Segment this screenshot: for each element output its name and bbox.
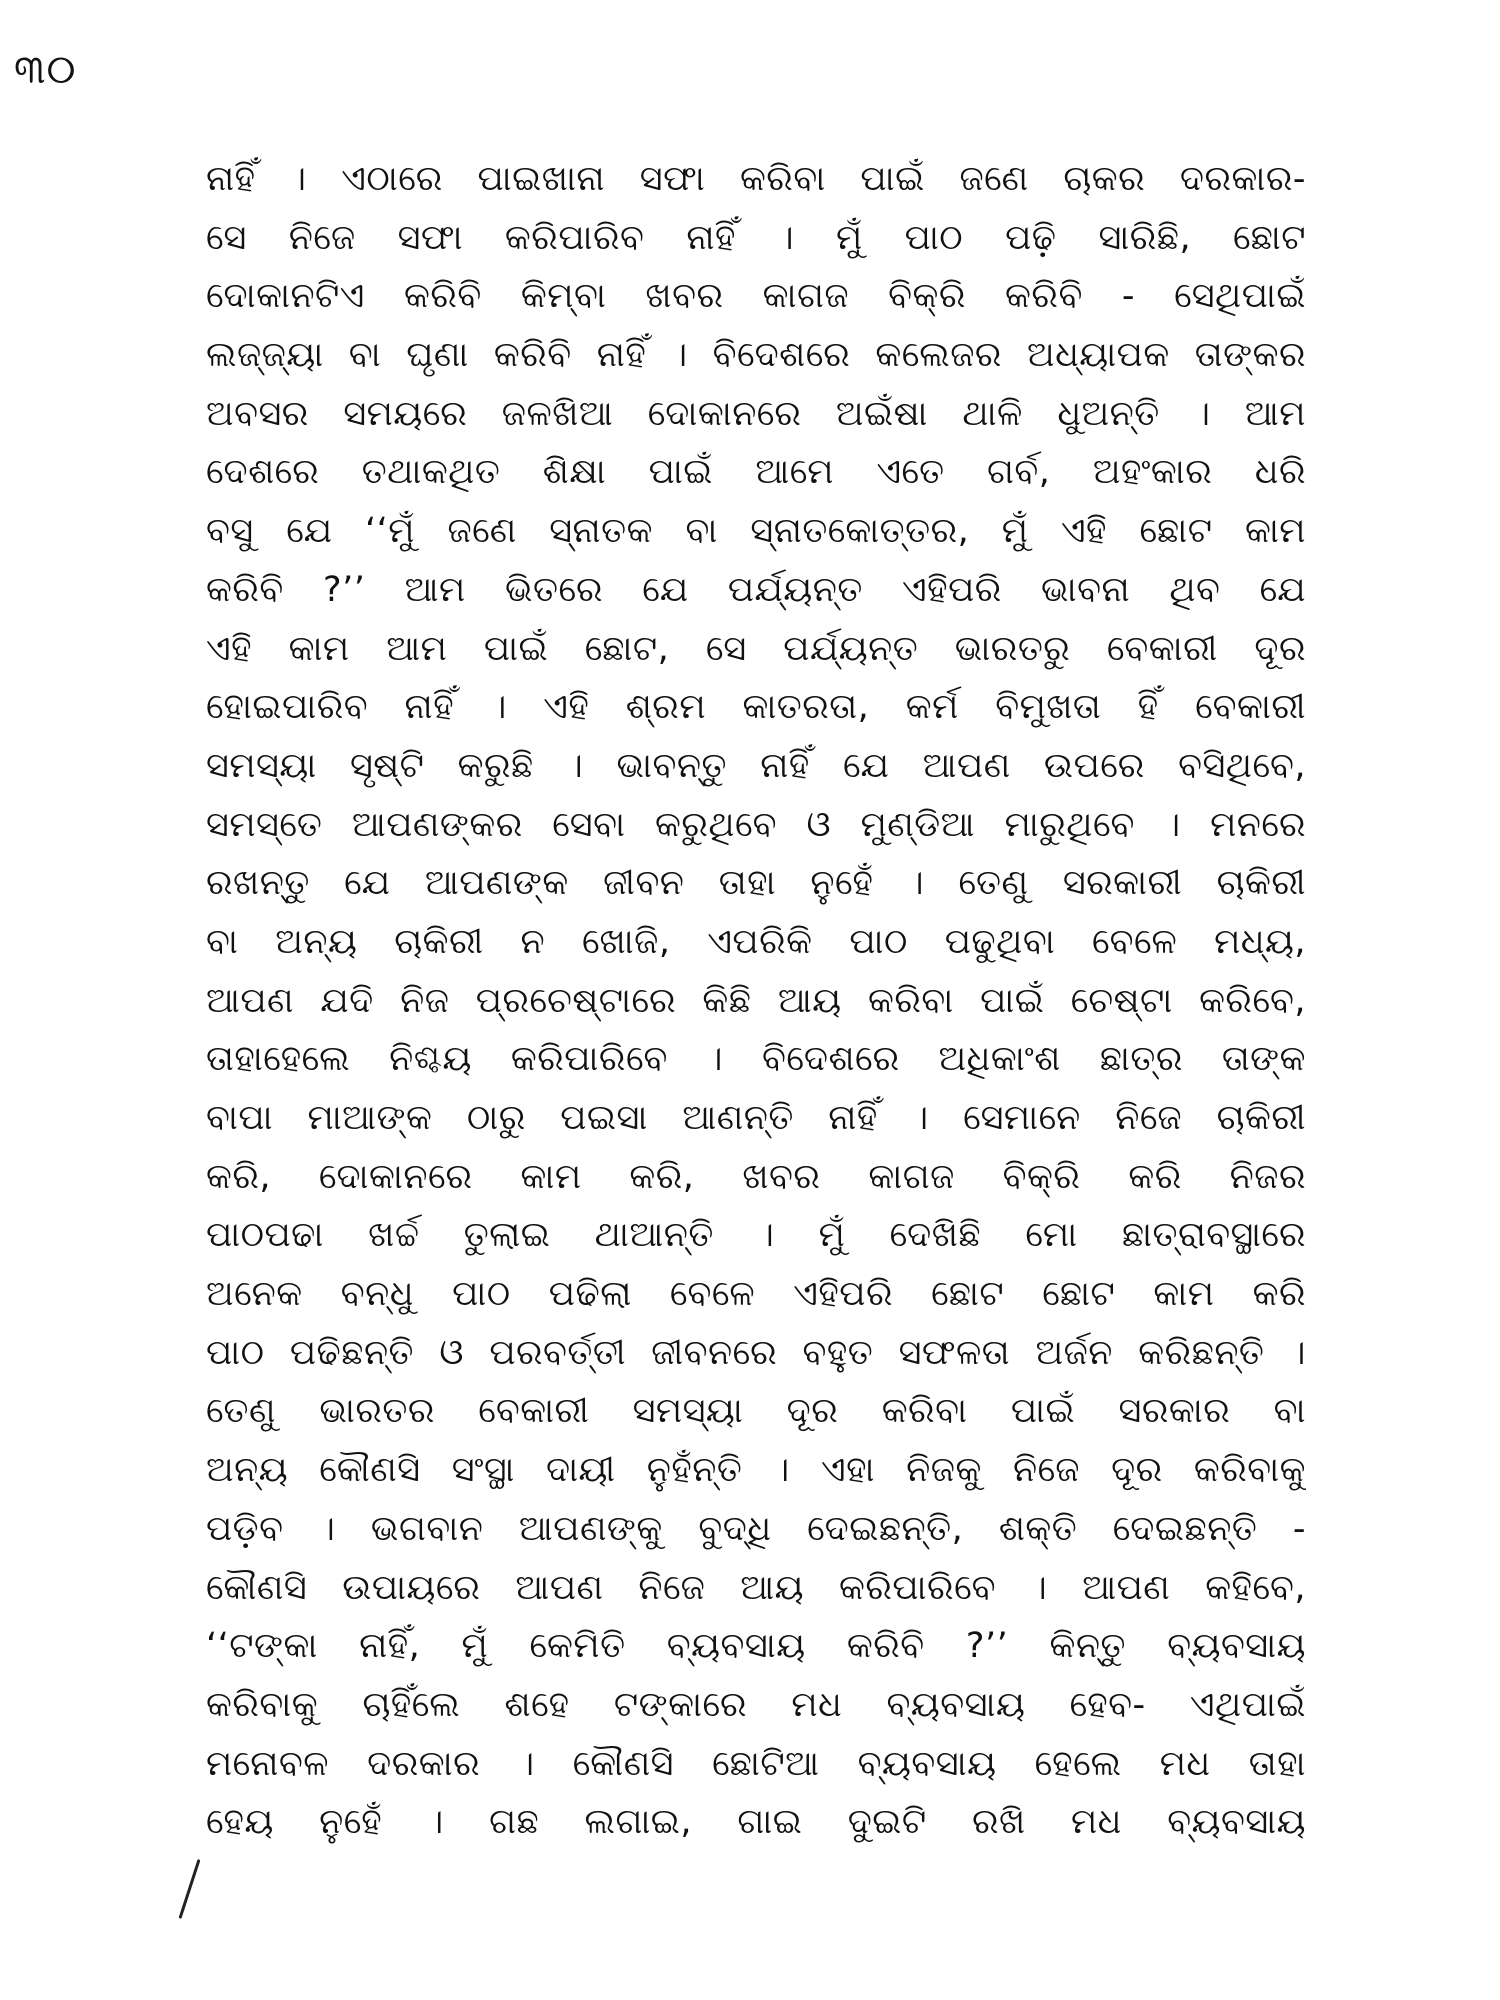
text-line: ହୋଇପାରିବ ନାହିଁ । ଏହି ଶ୍ରମ କାତରତା, କର୍ମ ବିମୁଖତା ହିଁ ବେକାରୀ: [206, 687, 1306, 728]
text-line: ପଡ଼ିବ । ଭଗବାନ ଆପଣଙ୍କୁ ବୁଦ୍ଧି ଦେଇଛନ୍ତି, ଶକ୍ତି ଦେଇଛନ୍ତି -: [206, 1508, 1306, 1549]
text-line: ମନୋବଳ ଦରକାର । କୌଣସି ଛୋଟିଆ ବ୍ୟବସାୟ ହେଲେ ମଧ ତାହା: [206, 1743, 1306, 1784]
text-line: ‘‘ଟଙ୍କା ନାହିଁ, ମୁଁ କେମିତି ବ୍ୟବସାୟ କରିବି ?’’ କିନ୍ତୁ ବ୍ୟବସାୟ: [206, 1626, 1306, 1667]
text-line: ଆପଣ ଯଦି ନିଜ ପ୍ରଚେଷ୍ଟାରେ କିଛି ଆୟ କରିବା ପାଇଁ ଚେଷ୍ଟା କରିବେ,: [206, 980, 1306, 1021]
text-line: ବସୁ ଯେ ‘‘ମୁଁ ଜଣେ ସ୍ନାତକ ବା ସ୍ନାତକୋତ୍ତର, ମୁଁ ଏହି ଛୋଟ କାମ: [206, 511, 1306, 552]
text-line: ହେୟ ନୁହେଁ । ଗଛ ଲଗାଇ, ଗାଇ ଦୁଇଟି ରଖି ମଧ ବ୍ୟବସାୟ: [206, 1802, 1306, 1843]
text-line: କୌଣସି ଉପାୟରେ ଆପଣ ନିଜେ ଆୟ କରିପାରିବେ । ଆପଣ କହିବେ,: [206, 1567, 1306, 1608]
text-line: ନାହିଁ । ଏଠାରେ ପାଇଖାନା ସଫା କରିବା ପାଇଁ ଜଣେ ଚାକର ଦରକାର-: [206, 159, 1306, 199]
text-line: ବାପା ମାଆଙ୍କ ଠାରୁ ପଇସା ଆଣନ୍ତି ନାହିଁ । ସେମାନେ ନିଜେ ଚାକିରୀ: [206, 1098, 1306, 1138]
margin-pen-mark: [178, 1859, 200, 1919]
text-line: କରିବାକୁ ଚାହିଁଲେ ଶହେ ଟଙ୍କାରେ ମଧ ବ୍ୟବସାୟ ହେବ- ଏଥିପାଇଁ: [206, 1684, 1306, 1725]
text-line: ଦେଶରେ ତଥାକଥିତ ଶିକ୍ଷା ପାଇଁ ଆମେ ଏତେ ଗର୍ବ, ଅହଂକାର ଧରି: [206, 452, 1306, 493]
text-line: ପାଠପଢା ଖର୍ଚ୍ଚ ତୁଲାଇ ଥାଆନ୍ତି । ମୁଁ ଦେଖିଛି ମୋ ଛାତ୍ରାବସ୍ଥାରେ: [206, 1215, 1306, 1256]
text-line: ରଖନ୍ତୁ ଯେ ଆପଣଙ୍କ ଜୀବନ ତାହା ନୁହେଁ । ତେଣୁ ସରକାରୀ ଚାକିରୀ: [206, 863, 1306, 904]
text-line: ଅନ୍ୟ କୌଣସି ସଂସ୍ଥା ଦାୟୀ ନୁହଁନ୍ତି । ଏହା ନିଜକୁ ନିଜେ ଦୂର କରିବାକୁ: [206, 1450, 1306, 1491]
text-line: ବା ଅନ୍ୟ ଚାକିରୀ ନ ଖୋଜି, ଏପରିକି ପାଠ ପଢୁଥିବା ବେଳେ ମଧ୍ୟ,: [206, 921, 1306, 962]
text-line: ଅବସର ସମୟରେ ଜଳଖିଆ ଦୋକାନରେ ଅଇଁଷା ଥାଳି ଧୁଅନ୍ତି । ଆମ: [206, 393, 1306, 434]
text-line: ପାଠ ପଢିଛନ୍ତି ଓ ପରବର୍ତ୍ତୀ ଜୀବନରେ ବହୁତ ସଫଳତା ଅର୍ଜନ କରିଛନ୍ତି ।: [206, 1332, 1306, 1373]
body-text: [206, 150, 1306, 1852]
text-line: ଏହି କାମ ଆମ ପାଇଁ ଛୋଟ, ସେ ପର୍ଯ୍ୟନ୍ତ ଭାରତରୁ ବେକାରୀ ଦୂର: [206, 628, 1306, 669]
text-line: କରି, ଦୋକାନରେ କାମ କରି, ଖବର କାଗଜ ବିକ୍ରି କରି ନିଜର: [206, 1156, 1306, 1197]
text-line: ସମସ୍ତେ ଆପଣଙ୍କର ସେବା କରୁଥିବେ ଓ ମୁଣ୍ଡିଆ ମାରୁଥିବେ । ମନରେ: [206, 804, 1306, 845]
text-line: ଅନେକ ବନ୍ଧୁ ପାଠ ପଢିଲା ବେଳେ ଏହିପରି ଛୋଟ ଛୋଟ କାମ କରି: [206, 1274, 1306, 1315]
text-line: ସମସ୍ୟା ସୃଷ୍ଟି କରୁଛି । ଭାବନ୍ତୁ ନାହିଁ ଯେ ଆପଣ ଉପରେ ବସିଥିବେ,: [206, 745, 1306, 786]
text-line: ସେ ନିଜେ ସଫା କରିପାରିବ ନାହିଁ । ମୁଁ ପାଠ ପଢ଼ି ସାରିଛି, ଛୋଟ: [206, 217, 1306, 258]
text-line: ଲଜ୍ଜ୍ୟା ବା ଘୃଣା କରିବି ନାହିଁ । ବିଦେଶରେ କଲେଜର ଅଧ୍ୟାପକ ତାଙ୍କର: [206, 335, 1306, 376]
text-line: ତାହାହେଲେ ନିଶ୍ଚୟ କରିପାରିବେ । ବିଦେଶରେ ଅଧିକାଂଶ ଛାତ୍ର ତାଙ୍କ: [206, 1039, 1306, 1080]
text-line: ତେଣୁ ଭାରତର ବେକାରୀ ସମସ୍ୟା ଦୂର କରିବା ପାଇଁ ସରକାର ବା: [206, 1391, 1306, 1432]
page-number: ୩୦: [14, 47, 77, 93]
text-line: କରିବି ?’’ ଆମ ଭିତରେ ଯେ ପର୍ଯ୍ୟନ୍ତ ଏହିପରି ଭାବନା ଥିବ ଯେ: [206, 569, 1306, 610]
text-line: ଦୋକାନଟିଏ କରିବି କିମ୍ବା ଖବର କାଗଜ ବିକ୍ରି କରିବି - ସେଥିପାଇଁ: [206, 276, 1306, 317]
